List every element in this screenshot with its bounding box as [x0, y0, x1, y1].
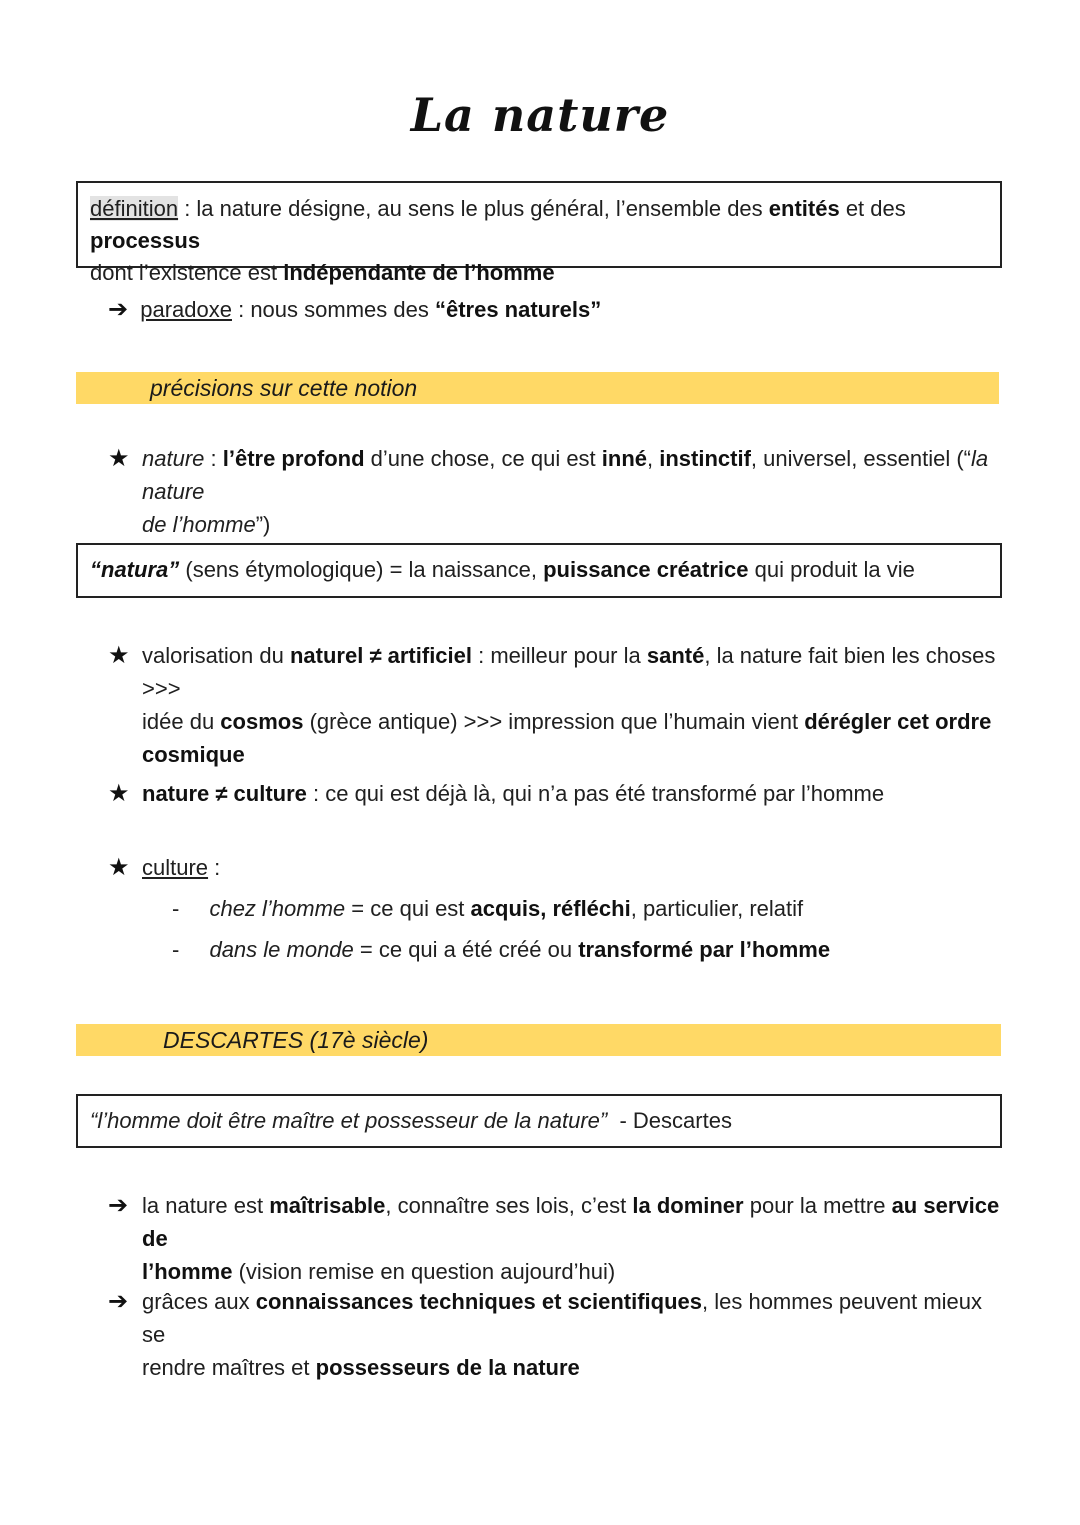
star-icon: ★ [108, 780, 130, 807]
definition-label: définition [90, 196, 179, 221]
culture-sub-item: - chez l’homme = ce qui est acquis, réfléchi, particulier, relatif [172, 896, 804, 921]
quote-box: “l’homme doit être maître et possesseur de la nature” - Descartes [76, 1094, 1002, 1148]
section-heading-descartes: DESCARTES (17è siècle) [76, 1024, 1001, 1056]
valorisation-item: ★ valorisation du naturel ≠ artificiel : meilleur pour la santé, la nature fait bien les choses >>> idée du cosmos (grèce antique) >>> impression que l’humain vient dérégler cet ordre cosmique [108, 639, 1008, 771]
dash-bullet: - [172, 896, 180, 921]
definition-line-1: définition : la nature désigne, au sens le plus général, l’ensemble des entités et des processus [90, 196, 906, 253]
natura-box: “natura” (sens étymologique) = la naissance, puissance créatrice qui produit la vie [76, 543, 1002, 598]
arrow-item: ➔ la nature est maîtrisable, connaître ses lois, c’est la dominer pour la mettre au service de l’homme (vision remise en question aujourd’hui) [108, 1189, 1008, 1288]
definition-box [76, 181, 1002, 285]
nature-culture-item: ★ nature ≠ culture : ce qui est déjà là, qui n’a pas été transformé par l’homme [108, 777, 1008, 810]
star-icon: ★ [108, 445, 130, 472]
star-icon: ★ [108, 854, 130, 881]
paradoxe-label: paradoxe [140, 297, 232, 322]
culture-item: ★ culture : [108, 851, 1008, 884]
star-icon: ★ [108, 642, 130, 669]
definition-line-2: dont l’existence est indépendante de l’homme [90, 260, 555, 285]
arrow-icon: ➔ [108, 1288, 129, 1315]
page-title: La nature [410, 88, 670, 142]
culture-label: culture [142, 855, 209, 880]
culture-sub-item: - dans le monde = ce qui a été créé ou transformé par l’homme [172, 937, 831, 962]
arrow-icon: ➔ [108, 296, 129, 323]
section-heading-precisions: précisions sur cette notion [76, 372, 999, 404]
dash-bullet: - [172, 937, 180, 962]
arrow-icon: ➔ [108, 1192, 129, 1219]
paradoxe-item: ➔ paradoxe : nous sommes des “êtres naturels” [108, 296, 602, 323]
nature-item: ★ nature : l’être profond d’une chose, ce qui est inné, instinctif, universel, essentiel (“la nature de l’homme”) [108, 442, 1008, 541]
arrow-item: ➔ grâces aux connaissances techniques et scientifiques, les hommes peuvent mieux se rendre maîtres et possesseurs de la nature [108, 1285, 1008, 1384]
